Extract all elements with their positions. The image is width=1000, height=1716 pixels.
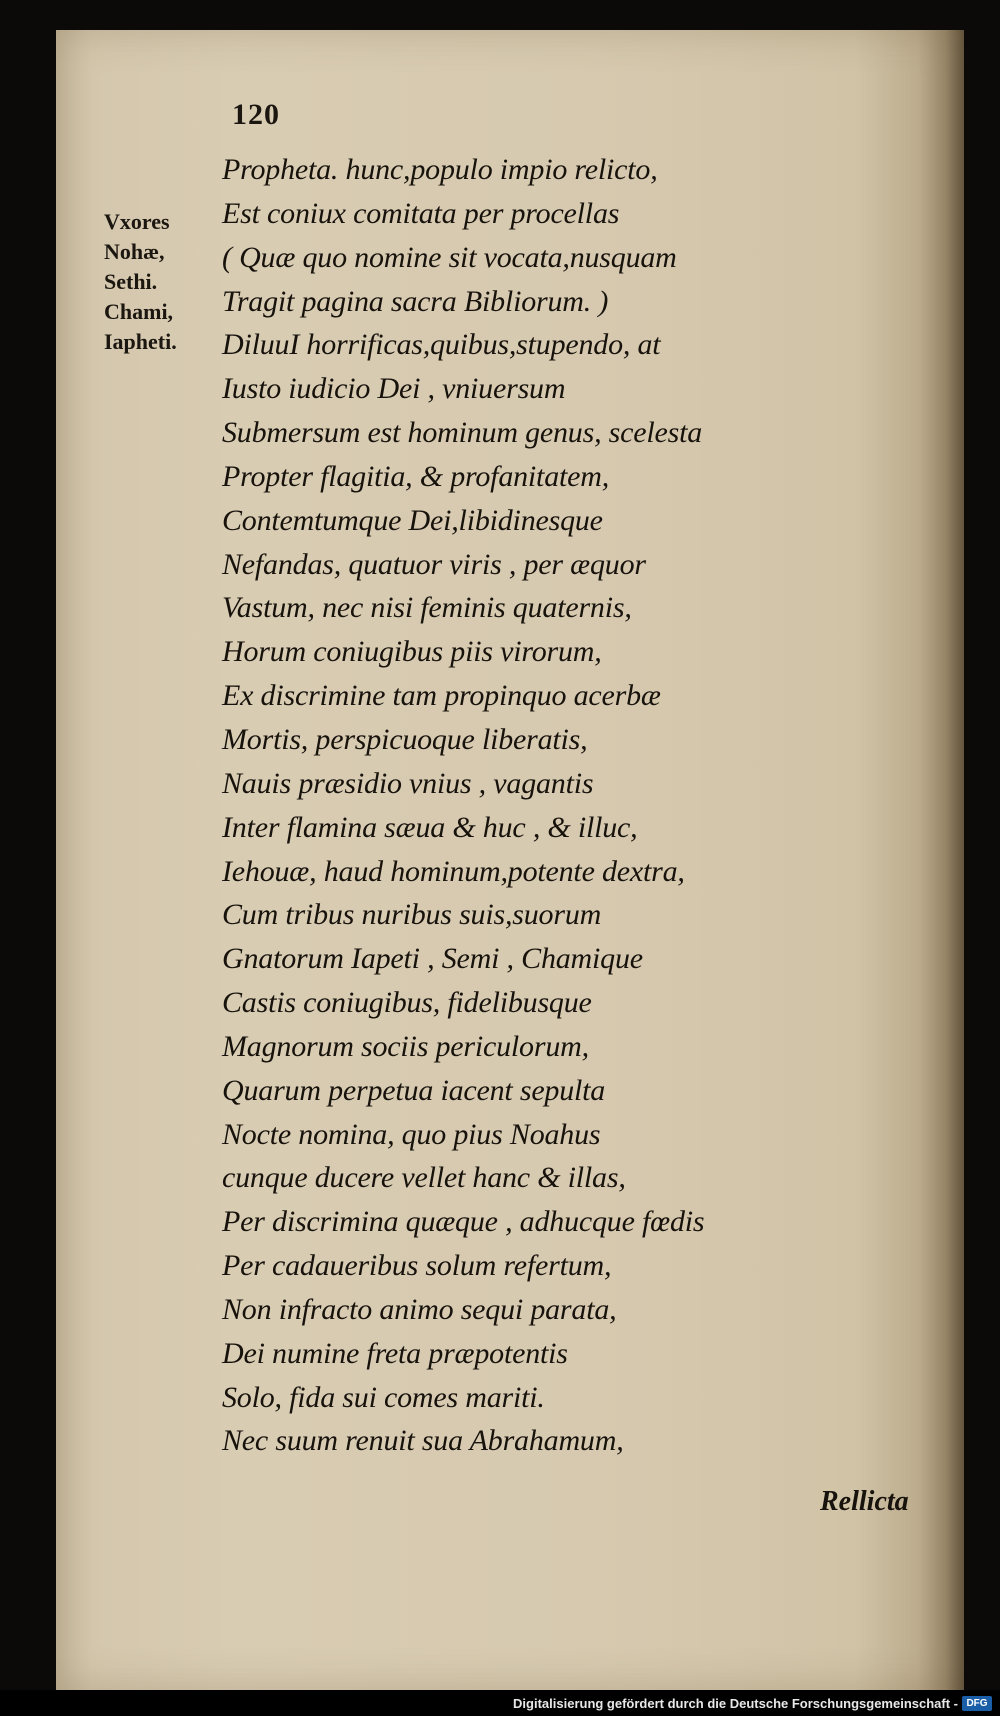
verse-line: ( Quæ quo nomine sit vocata,nusquam [222,240,677,274]
verse-line: Solo, fida sui comes mariti. [222,1380,545,1414]
verse-line: Horum coniugibus piis virorum, [222,635,602,669]
margin-note: Vxores [104,209,170,234]
funding-credit: Digitalisierung gefördert durch die Deutsche Forschungsgemeinschaft - [513,1696,958,1711]
verse-line: Ex discrimine tam propinquo acerbæ [222,679,661,713]
verse-line: Cum tribus nuribus suis,suorum [222,898,602,932]
verse-line: Gnatorum Iapeti , Semi , Chamique [222,942,643,976]
verse-line: Mortis, perspicuoque liberatis, [222,722,588,756]
verse-line: Submersum est hominum genus, scelesta [222,416,703,450]
verse-line: Castis coniugibus, fidelibusque [222,986,592,1020]
verse-line: Non infracto animo sequi parata, [222,1292,617,1326]
margin-note: Chami, [104,299,174,324]
verse-line: Magnorum sociis periculorum, [222,1029,589,1063]
book-page [56,30,964,1690]
verse-line: Nec suum renuit sua Abrahamum, [222,1424,624,1458]
margin-note: Iapheti. [104,329,177,354]
verse-line: DiluuI horrificas,quibus,stupendo, at [222,328,661,362]
verse-line: Propter flagitia, & profanitatem, [222,459,610,493]
verse-line: Nauis præsidio vnius , vagantis [222,766,594,800]
verse-line: Vastum, nec nisi feminis quaternis, [222,591,632,625]
page-edge-shadow [918,30,964,1690]
page-number: 120 [232,98,280,131]
margin-note: Nohæ, [104,239,165,264]
verse-line: Dei numine freta præpotentis [222,1336,568,1370]
verse-line: cunque ducere vellet hanc & illas, [222,1161,626,1195]
verse-line: Inter flamina sæua & huc , & illuc, [222,810,638,844]
verse-line: Per discrimina quæque , adhucque fœdis [222,1205,705,1239]
footer-bar [0,1690,1000,1716]
verse-line: Quarum perpetua iacent sepulta [222,1073,606,1107]
verse-text [222,148,862,1463]
verse-line: Contemtumque Dei,libidinesque [222,503,603,537]
verse-line: Per cadaueribus solum refertum, [222,1249,612,1283]
catchword: Rellicta [820,1486,909,1517]
verse-line: Nocte nomina, quo pius Noahus [222,1117,601,1151]
dfg-logo: DFG [962,1696,992,1711]
verse-line: Tragit pagina sacra Bibliorum. ) [222,284,609,318]
verse-line: Est coniux comitata per procellas [222,196,620,230]
margin-note: Sethi. [104,269,158,294]
verse-line: Nefandas, quatuor viris , per æquor [222,547,646,581]
verse-line: Iusto iudicio Dei , vniuersum [222,372,566,406]
verse-line: Iehouæ, haud hominum,potente dextra, [222,854,685,888]
verse-line: Propheta. hunc,populo impio relicto, [222,153,658,186]
